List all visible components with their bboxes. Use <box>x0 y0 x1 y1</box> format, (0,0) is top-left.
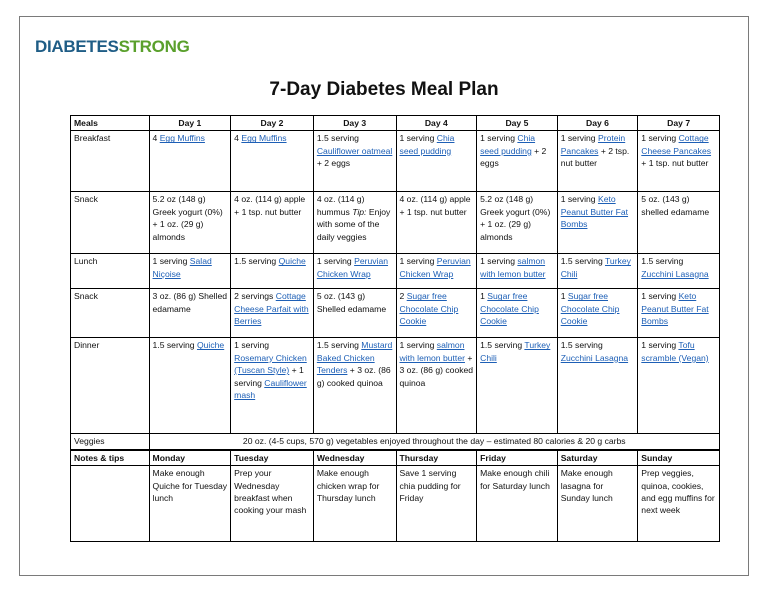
recipe-link[interactable]: Egg Muffins <box>241 133 287 144</box>
meal-text: + 1 serving <box>234 365 304 388</box>
notes-tip: Make enough Quiche for Tuesday lunch <box>149 466 231 542</box>
meal-text: 1.5 serving <box>152 340 197 351</box>
recipe-link[interactable]: Keto Peanut Butter Fat Bombs <box>560 194 629 230</box>
notes-tip: Prep your Wednesday breakfast when cooking your mash <box>231 466 314 542</box>
meal-cell <box>557 254 638 289</box>
recipe-link[interactable]: Quiche <box>196 340 225 351</box>
meal-row-snack <box>71 192 720 254</box>
header-meals: Meals <box>71 116 150 131</box>
meal-text: 1.5 serving <box>316 340 362 351</box>
recipe-link[interactable]: Salad Niçoise <box>152 256 212 279</box>
meal-cell <box>557 131 638 192</box>
recipe-link[interactable]: Egg Muffins <box>159 133 205 144</box>
header-day-3: Day 3 <box>313 116 396 131</box>
meal-text: 1 serving <box>399 133 437 144</box>
header-row <box>71 116 720 131</box>
meal-label: Snack <box>71 192 150 254</box>
recipe-link[interactable]: Turkey Chili <box>480 340 551 363</box>
meal-text: 1 serving <box>399 340 437 351</box>
meal-text: 1 serving <box>480 256 518 267</box>
notes-tip: Make enough chili for Saturday lunch <box>477 466 558 542</box>
recipe-link[interactable]: Zucchini Lasagna <box>560 352 629 363</box>
notes-label: Notes & tips <box>71 450 150 466</box>
meal-cell <box>231 192 314 254</box>
meal-cell <box>477 289 558 338</box>
meal-text: 2 servings <box>234 291 276 302</box>
recipe-link[interactable]: Rosemary Chicken (Tuscan Style) <box>234 352 307 376</box>
meal-label: Dinner <box>71 338 150 434</box>
meal-text: 1 serving <box>560 194 598 205</box>
meal-text: 1 <box>560 291 568 302</box>
meal-text: 5.2 oz (148 g) Greek yogurt (0%) + 1 oz. (29 g) almonds <box>152 194 223 242</box>
logo-text-diabetes: DIABETES <box>35 37 119 56</box>
meal-cell <box>557 289 638 338</box>
meal-cell <box>638 289 720 338</box>
veggies-label: Veggies <box>71 434 150 450</box>
notes-tip: Prep veggies, quinoa, cookies, and egg muffins for next week <box>638 466 720 542</box>
meal-text: 5 oz. (143 g) Shelled edamame <box>316 291 387 314</box>
meal-cell <box>638 192 720 254</box>
meal-cell <box>149 192 231 254</box>
meal-text: 3 oz. (86 g) Shelled edamame <box>152 291 228 314</box>
meal-text: 5.2 oz (148 g) Greek yogurt (0%) + 1 oz. (29 g) almonds <box>480 194 551 242</box>
meal-text: 4 <box>152 133 160 144</box>
meal-cell <box>396 192 477 254</box>
notes-day: Friday <box>477 450 558 466</box>
meal-text: + 1 tsp. nut butter <box>641 158 709 169</box>
meal-text: 5 oz. (143 g) shelled edamame <box>641 194 710 217</box>
meal-row-breakfast <box>71 131 720 192</box>
recipe-link[interactable]: Protein Pancakes <box>560 133 626 156</box>
meal-text: + 3 oz. (86 g) cooked quinoa <box>399 352 474 388</box>
meal-cell <box>149 131 231 192</box>
meal-cell <box>557 192 638 254</box>
meal-text: 4 oz. (114 g) hummus <box>316 194 365 217</box>
notes-day: Wednesday <box>313 450 396 466</box>
notes-blank-cell <box>71 466 150 542</box>
meal-rows <box>71 131 720 434</box>
meal-cell <box>149 254 231 289</box>
recipe-link[interactable]: salmon with lemon butter <box>399 340 465 363</box>
meal-text: 2 <box>399 291 407 302</box>
meal-text: 1 serving <box>152 256 190 267</box>
header-day-5: Day 5 <box>477 116 558 131</box>
recipe-link[interactable]: Sugar free Chocolate Chip Cookie <box>480 291 539 327</box>
meal-cell <box>313 338 396 434</box>
meal-cell <box>231 338 314 434</box>
meal-text: + 2 tsp. nut butter <box>560 145 630 169</box>
meal-cell <box>149 338 231 434</box>
diabetes-strong-logo[interactable] <box>35 37 190 57</box>
recipe-link[interactable]: Peruvian Chicken Wrap <box>316 256 389 279</box>
meal-cell <box>313 131 396 192</box>
recipe-link[interactable]: Cauliflower mash <box>234 377 307 401</box>
meal-text: 1 serving <box>641 291 679 302</box>
meal-text: 1 serving <box>641 340 679 351</box>
meal-text: 1.5 serving <box>560 340 603 351</box>
meal-plan-table <box>70 115 720 542</box>
recipe-link[interactable]: salmon with lemon butter <box>480 256 546 279</box>
meal-text: Tip: <box>352 206 367 217</box>
recipe-link[interactable]: Mustard Baked Chicken Tenders <box>316 340 393 376</box>
meal-text: 1 serving <box>316 256 355 267</box>
recipe-link[interactable]: Chia seed pudding <box>480 133 536 156</box>
meal-text: + 3 oz. (86 g) cooked quinoa <box>316 365 391 388</box>
meal-text: 1.5 serving <box>316 133 359 144</box>
meal-text: 1 serving <box>560 133 598 144</box>
meal-text: 4 <box>234 133 242 144</box>
notes-day: Sunday <box>638 450 720 466</box>
meal-text: 1 serving <box>234 340 270 351</box>
meal-label: Breakfast <box>71 131 150 192</box>
meal-cell <box>477 254 558 289</box>
recipe-link[interactable]: Cottage Cheese Parfait with Berries <box>234 291 309 327</box>
meal-cell <box>396 338 477 434</box>
veggies-text: 20 oz. (4-5 cups, 570 g) vegetables enjoyed throughout the day – estimated 80 calories & 20 g carbs <box>149 434 719 450</box>
recipe-link[interactable]: Tofu scramble (Vegan) <box>641 340 709 363</box>
recipe-link[interactable]: Turkey Chili <box>560 256 631 279</box>
recipe-link[interactable]: Cauliflower oatmeal <box>316 145 393 156</box>
meal-cell <box>313 254 396 289</box>
meal-cell <box>557 338 638 434</box>
notes-tip: Make enough chicken wrap for Thursday lunch <box>313 466 396 542</box>
logo-text-strong: STRONG <box>118 37 190 56</box>
veggies-row <box>71 434 720 450</box>
meal-label: Snack <box>71 289 150 338</box>
header-day-4: Day 4 <box>396 116 477 131</box>
meal-cell <box>477 192 558 254</box>
recipe-link[interactable]: Cottage Cheese Pancakes <box>641 133 712 156</box>
header-day-6: Day 6 <box>557 116 638 131</box>
meal-text: 1.5 serving <box>234 256 279 267</box>
recipe-link[interactable]: Sugar free Chocolate Chip Cookie <box>560 291 620 327</box>
meal-text: 1 serving <box>480 133 518 144</box>
meal-cell <box>477 338 558 434</box>
meal-text: + 2 eggs <box>316 158 351 169</box>
page-title: 7-Day Diabetes Meal Plan <box>269 79 499 100</box>
meal-cell <box>396 131 477 192</box>
meal-cell <box>313 192 396 254</box>
notes-header-row <box>71 450 720 466</box>
notes-day: Tuesday <box>231 450 314 466</box>
notes-day: Saturday <box>557 450 638 466</box>
meal-text: 1.5 serving <box>480 340 525 351</box>
recipe-link[interactable]: Keto Peanut Butter Fat Bombs <box>641 291 709 327</box>
notes-day: Monday <box>149 450 231 466</box>
meal-cell <box>231 289 314 338</box>
meal-row-lunch <box>71 254 720 289</box>
meal-text: 1.5 serving <box>641 256 684 267</box>
meal-cell <box>477 131 558 192</box>
recipe-link[interactable]: Chia seed pudding <box>399 133 455 156</box>
notes-tip: Save 1 serving chia pudding for Friday <box>396 466 477 542</box>
notes-tips-row <box>71 466 720 542</box>
meal-text: Enjoy with some of the daily veggies <box>316 206 391 242</box>
meal-text: + 2 eggs <box>480 145 547 169</box>
meal-cell <box>396 289 477 338</box>
meal-cell <box>638 254 720 289</box>
header-day-7: Day 7 <box>638 116 720 131</box>
header-day-2: Day 2 <box>231 116 314 131</box>
meal-text: 1 serving <box>399 256 437 267</box>
meal-row-dinner <box>71 338 720 434</box>
meal-plan-page <box>19 16 749 576</box>
meal-cell <box>231 131 314 192</box>
recipe-link[interactable]: Quiche <box>278 256 306 267</box>
meal-cell <box>149 289 231 338</box>
meal-label: Lunch <box>71 254 150 289</box>
meal-cell <box>231 254 314 289</box>
recipe-link[interactable]: Sugar free Chocolate Chip Cookie <box>399 291 459 327</box>
meal-cell <box>396 254 477 289</box>
notes-day: Thursday <box>396 450 477 466</box>
meal-text: 4 oz. (114 g) apple + 1 tsp. nut butter <box>234 194 306 217</box>
recipe-link[interactable]: Zucchini Lasagna <box>641 268 709 279</box>
meal-text: 4 oz. (114 g) apple + 1 tsp. nut butter <box>399 194 471 217</box>
meal-text: 1 serving <box>641 133 679 144</box>
meal-cell <box>638 131 720 192</box>
notes-tip: Make enough lasagna for Sunday lunch <box>557 466 638 542</box>
meal-cell <box>638 338 720 434</box>
meal-text: 1.5 serving <box>560 256 605 267</box>
recipe-link[interactable]: Peruvian Chicken Wrap <box>399 256 471 279</box>
header-day-1: Day 1 <box>149 116 231 131</box>
meal-text: 1 <box>480 291 488 302</box>
meal-cell <box>313 289 396 338</box>
meal-row-snack <box>71 289 720 338</box>
